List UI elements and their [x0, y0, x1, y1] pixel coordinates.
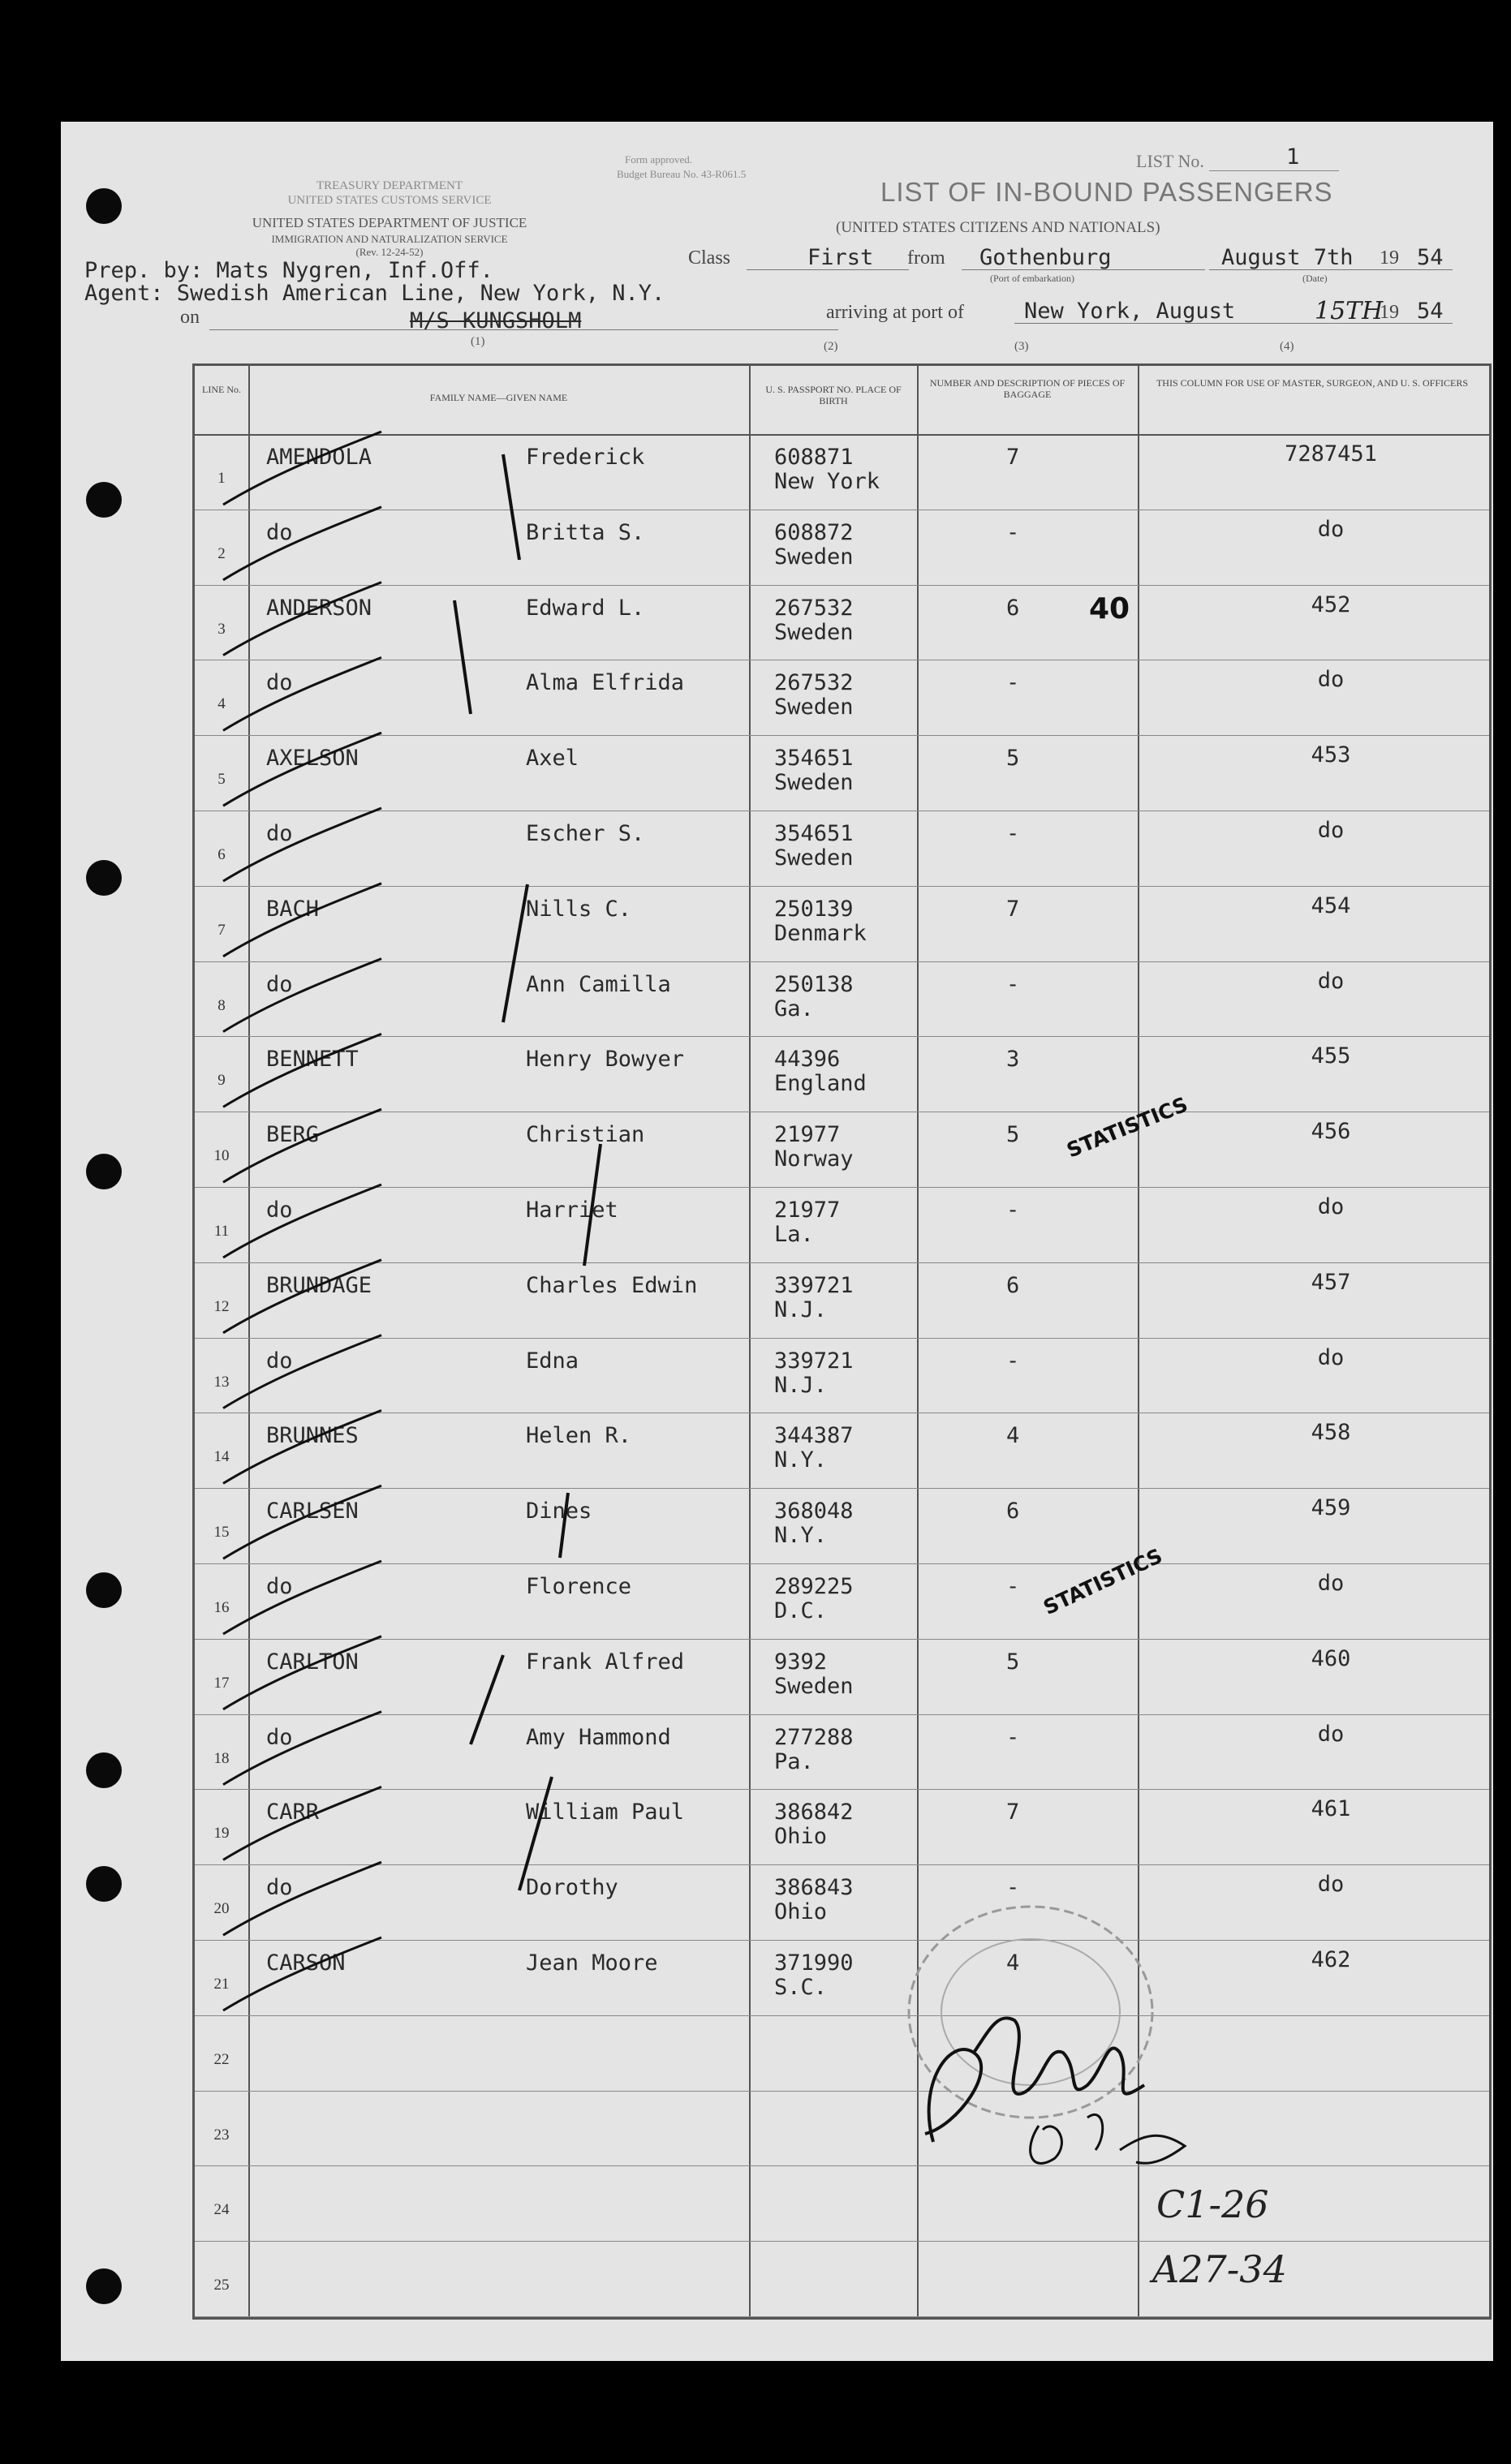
officer-note: do	[1317, 1721, 1345, 1747]
family-name: do	[266, 1875, 293, 1901]
check-stroke	[223, 1486, 381, 1559]
note-c1-26: C1-26	[1156, 2182, 1269, 2226]
officer-note: do	[1317, 968, 1345, 994]
place-of-birth: Ga.	[774, 995, 814, 1021]
family-name: BENNETT	[266, 1047, 359, 1073]
given-name: Edward L.	[526, 595, 645, 621]
line-number: 13	[213, 1373, 230, 1391]
year-value: 54	[1417, 245, 1444, 270]
passport-number: 267532	[774, 595, 854, 621]
passport-number: 339721	[774, 1272, 854, 1298]
family-name: do	[266, 1724, 293, 1750]
place-of-birth: N.Y.	[774, 1447, 828, 1473]
given-name: Charles Edwin	[526, 1272, 698, 1298]
col-num-1: (1)	[471, 335, 485, 348]
check-stroke	[223, 1561, 381, 1634]
officer-note: 461	[1311, 1796, 1351, 1822]
given-name: Ann Camilla	[526, 971, 671, 997]
statistics-stamp: STATISTICS	[1040, 1543, 1166, 1620]
given-name: Jean Moore	[526, 1950, 658, 1976]
place-of-birth: D.C.	[774, 1598, 828, 1623]
check-stroke	[560, 1493, 568, 1558]
arrival-year: 54	[1417, 299, 1444, 324]
place-of-birth: Sweden	[774, 694, 854, 720]
given-name: Escher S.	[526, 821, 645, 846]
place-of-birth: New York	[774, 469, 880, 494]
line-number: 15	[213, 1524, 230, 1542]
baggage-count: 6	[1006, 595, 1020, 621]
place-of-birth: Pa.	[774, 1748, 814, 1774]
check-stroke	[223, 583, 381, 656]
given-name: Dines	[526, 1499, 592, 1524]
form-revision: (Rev. 12-24-52)	[355, 246, 424, 258]
passport-number: 386842	[774, 1800, 854, 1825]
line-number: 22	[213, 2050, 230, 2068]
arriving-label: arriving at port of	[826, 302, 964, 323]
family-name: do	[266, 519, 293, 545]
baggage-count: -	[1006, 1574, 1020, 1599]
arrival-year-prefix: 19	[1380, 302, 1399, 323]
given-name: Edna	[526, 1348, 579, 1374]
baggage-count: 4	[1006, 1423, 1020, 1449]
baggage-count: -	[1006, 1348, 1020, 1374]
check-stroke	[223, 432, 381, 505]
check-stroke	[503, 454, 519, 560]
line-number: 12	[213, 1297, 230, 1315]
family-name: AMENDOLA	[266, 445, 372, 470]
passport-number: 344387	[774, 1423, 854, 1449]
passport-number: 386843	[774, 1875, 854, 1901]
passport-number: 608872	[774, 519, 854, 545]
check-stroke	[223, 1185, 381, 1258]
family-name: do	[266, 1574, 293, 1599]
line-number: 2	[217, 544, 226, 562]
place-of-birth: Ohio	[774, 1899, 828, 1925]
place-of-birth: Sweden	[774, 770, 854, 796]
baggage-count: -	[1006, 821, 1020, 846]
officer-note: do	[1317, 1194, 1345, 1219]
given-name: Florence	[526, 1574, 632, 1599]
check-stroke	[223, 1034, 381, 1107]
check-stroke	[223, 1862, 381, 1935]
line-number: 25	[213, 2277, 230, 2294]
place-of-birth: Sweden	[774, 1673, 854, 1699]
baggage-count: -	[1006, 670, 1020, 696]
officer-note: 460	[1311, 1645, 1351, 1671]
line-number: 18	[213, 1749, 230, 1767]
check-stroke	[223, 1636, 381, 1709]
baggage-count: -	[1006, 1198, 1020, 1223]
check-stroke	[223, 733, 381, 806]
family-name: do	[266, 1348, 293, 1374]
baggage-count: -	[1006, 971, 1020, 997]
baggage-count: 5	[1006, 1649, 1020, 1675]
baggage-count: 6	[1006, 1272, 1020, 1298]
family-name: BERG	[266, 1122, 320, 1148]
dept-immigration: IMMIGRATION AND NATURALIZATION SERVICE	[271, 233, 508, 245]
family-name: CARLTON	[266, 1649, 359, 1675]
officer-note: do	[1317, 667, 1345, 693]
line-number: 10	[213, 1147, 230, 1165]
family-name: BRUNDAGE	[266, 1272, 372, 1298]
place-of-birth: Sweden	[774, 845, 854, 871]
officer-note: 454	[1311, 892, 1351, 918]
line-number: 8	[217, 996, 226, 1014]
baggage-count: 4	[1006, 1950, 1020, 1976]
line-number: 5	[217, 771, 226, 789]
passport-number: 608871	[774, 445, 854, 470]
officer-note: 455	[1311, 1043, 1351, 1069]
baggage-count: -	[1006, 1724, 1020, 1750]
family-name: CARLSEN	[266, 1499, 359, 1524]
line-number: 3	[217, 620, 226, 638]
family-name: do	[266, 670, 293, 696]
class-label: Class	[688, 247, 731, 269]
place-of-birth: S.C.	[774, 1975, 828, 2000]
family-name: CARSON	[266, 1950, 346, 1976]
line-number: 1	[217, 470, 226, 487]
header-baggage: NUMBER AND DESCRIPTION OF PIECES OF BAGGAGE	[929, 377, 1126, 400]
officer-note: do	[1317, 1571, 1345, 1596]
given-name: Alma Elfrida	[526, 670, 685, 696]
given-name: Henry Bowyer	[526, 1047, 685, 1073]
officer-note: 459	[1311, 1495, 1351, 1521]
passport-number: 21977	[774, 1122, 841, 1148]
given-name: Frank Alfred	[526, 1649, 685, 1675]
place-of-birth: Ohio	[774, 1824, 828, 1850]
family-name: BACH	[266, 896, 320, 922]
header-line-no: LINE No.	[202, 384, 241, 395]
line-number: 20	[213, 1900, 230, 1918]
passport-number: 289225	[774, 1574, 854, 1599]
check-stroke	[471, 1655, 503, 1744]
check-stroke	[223, 1335, 381, 1408]
on-label: on	[180, 307, 200, 328]
year-prefix: 19	[1380, 247, 1399, 269]
line-number: 9	[217, 1072, 226, 1090]
family-name: do	[266, 971, 293, 997]
passport-number: 354651	[774, 746, 854, 772]
dept-treasury: TREASURY DEPARTMENT	[316, 179, 463, 192]
header-officers: THIS COLUMN FOR USE OF MASTER, SURGEON, AND U. S. OFFICERS	[1156, 377, 1469, 389]
check-stroke	[503, 884, 527, 1022]
place-of-birth: Sweden	[774, 544, 854, 570]
given-name: William Paul	[526, 1800, 685, 1825]
passport-number: 354651	[774, 821, 854, 846]
officer-note: do	[1317, 818, 1345, 843]
baggage-count: 5	[1006, 1122, 1020, 1148]
family-name: ANDERSON	[266, 595, 372, 621]
officer-note: 457	[1311, 1269, 1351, 1295]
list-number-value: 1	[1286, 144, 1300, 170]
passport-number: 44396	[774, 1047, 841, 1073]
agent-line: Agent: Swedish American Line, New York, N.Y.	[84, 281, 665, 306]
check-stroke	[223, 1937, 381, 2010]
passport-number: 277288	[774, 1724, 854, 1750]
passport-number: 9392	[774, 1649, 828, 1675]
officer-note: 7287451	[1285, 441, 1377, 467]
col-num-2: (2)	[824, 340, 838, 353]
passport-number: 371990	[774, 1950, 854, 1976]
given-name: Dorothy	[526, 1875, 618, 1901]
place-of-birth: Norway	[774, 1146, 854, 1172]
check-stroke	[223, 884, 381, 957]
header-passport: U. S. PASSPORT NO. PLACE OF BIRTH	[765, 384, 902, 406]
check-stroke	[519, 1777, 552, 1890]
passport-number: 21977	[774, 1198, 841, 1223]
family-name: CARR	[266, 1800, 320, 1825]
baggage-count: -	[1006, 519, 1020, 545]
check-stroke	[223, 1410, 381, 1483]
baggage-count: 7	[1006, 445, 1020, 470]
from-label: from	[907, 247, 945, 269]
baggage-count: -	[1006, 1875, 1020, 1901]
officer-note: 453	[1311, 742, 1351, 768]
prepared-by: Prep. by: Mats Nygren, Inf.Off.	[84, 258, 493, 283]
check-stroke	[223, 1787, 381, 1860]
list-number-label: LIST No.	[1136, 151, 1204, 171]
baggage-count: 7	[1006, 1800, 1020, 1825]
check-stroke	[223, 808, 381, 881]
place-of-birth: Denmark	[774, 920, 867, 946]
col-num-3: (3)	[1014, 340, 1029, 353]
passport-number: 267532	[774, 670, 854, 696]
given-name: Amy Hammond	[526, 1724, 671, 1750]
family-name: do	[266, 821, 293, 846]
line-number: 7	[217, 921, 226, 939]
date-value: August 7th	[1221, 245, 1354, 270]
passport-number: 250138	[774, 971, 854, 997]
place-of-birth: Sweden	[774, 619, 854, 645]
officer-note: 456	[1311, 1119, 1351, 1145]
officer-note: 458	[1311, 1420, 1351, 1446]
bold-40-annotation: 40	[1089, 592, 1130, 626]
check-stroke	[223, 507, 381, 580]
header-name: FAMILY NAME—GIVEN NAME	[429, 392, 568, 403]
form-approved: Form approved.	[625, 153, 693, 166]
line-number: 14	[213, 1448, 230, 1466]
vessel-name: M/S KUNGSHOLM	[410, 308, 582, 333]
place-of-birth: N.J.	[774, 1297, 828, 1322]
budget-bureau: Budget Bureau No. 43-R061.5	[617, 168, 747, 180]
line-number: 19	[213, 1825, 230, 1843]
class-value: First	[807, 245, 874, 270]
passport-number: 250139	[774, 896, 854, 922]
line-number: 11	[213, 1223, 230, 1240]
line-number: 21	[213, 1976, 230, 1993]
given-name: Harriet	[526, 1198, 618, 1223]
note-a27-34: A27-34	[1152, 2247, 1287, 2291]
check-stroke	[454, 600, 471, 714]
form-subtitle: (UNITED STATES CITIZENS AND NATIONALS)	[836, 219, 1160, 236]
line-number: 23	[213, 2126, 230, 2144]
passport-number: 368048	[774, 1499, 854, 1524]
port-embarkation-note: (Port of embarkation)	[990, 273, 1074, 284]
line-number: 6	[217, 846, 226, 863]
line-number: 17	[213, 1674, 230, 1692]
officer-note: do	[1317, 1344, 1345, 1370]
col-num-4: (4)	[1280, 340, 1294, 353]
date-note: (Date)	[1302, 273, 1328, 284]
form-title: LIST OF IN-BOUND PASSENGERS	[880, 177, 1333, 207]
baggage-count: 3	[1006, 1047, 1020, 1073]
baggage-count: 5	[1006, 746, 1020, 772]
given-name: Helen R.	[526, 1423, 632, 1449]
family-name: AXELSON	[266, 746, 359, 772]
family-name: BRUNNES	[266, 1423, 359, 1449]
line-number: 4	[217, 695, 226, 713]
baggage-count: 7	[1006, 896, 1020, 922]
given-name: Christian	[526, 1122, 645, 1148]
check-stroke	[223, 657, 381, 730]
arrival-day: 15TH	[1315, 297, 1384, 325]
place-of-birth: N.Y.	[774, 1523, 828, 1549]
dept-justice: UNITED STATES DEPARTMENT OF JUSTICE	[252, 215, 527, 230]
arrival-port: New York, August	[1024, 299, 1236, 324]
officer-note: do	[1317, 1872, 1345, 1898]
baggage-count: 6	[1006, 1499, 1020, 1524]
place-of-birth: England	[774, 1071, 867, 1097]
given-name: Axel	[526, 746, 579, 772]
line-number: 16	[213, 1599, 230, 1616]
given-name: Frederick	[526, 445, 645, 470]
passport-number: 339721	[774, 1348, 854, 1374]
officer-note: 462	[1311, 1947, 1351, 1972]
from-value: Gothenburg	[979, 245, 1112, 270]
officer-note: do	[1317, 516, 1345, 542]
statistics-stamp: STATISTICS	[1063, 1092, 1191, 1163]
officer-note: 452	[1311, 591, 1351, 617]
line-number: 24	[213, 2201, 230, 2219]
given-name: Nills C.	[526, 896, 632, 922]
place-of-birth: N.J.	[774, 1372, 828, 1398]
check-stroke	[584, 1144, 601, 1266]
check-stroke	[223, 1109, 381, 1182]
place-of-birth: La.	[774, 1222, 814, 1247]
check-stroke	[223, 1260, 381, 1333]
family-name: do	[266, 1198, 293, 1223]
dept-customs: UNITED STATES CUSTOMS SERVICE	[287, 194, 492, 207]
check-stroke	[223, 959, 381, 1032]
given-name: Britta S.	[526, 519, 645, 545]
check-stroke	[223, 1712, 381, 1785]
